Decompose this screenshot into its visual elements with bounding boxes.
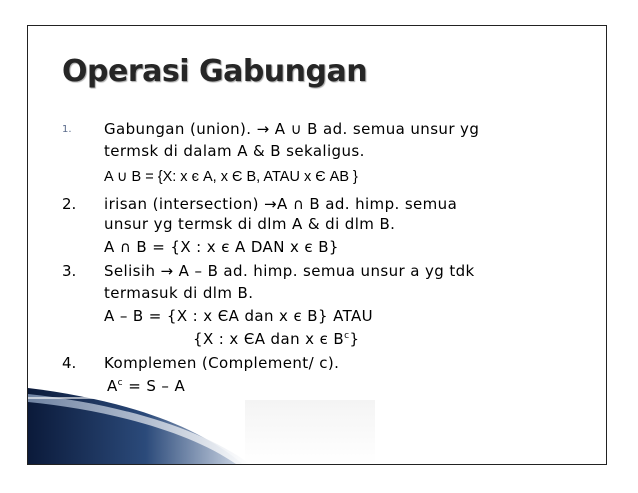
item-2-line-1: irisan (intersection) →A ∩ B ad. himp. semua (104, 195, 458, 213)
item-number-2: 2. (62, 195, 77, 213)
item-3-line-1: Selisih → A – B ad. himp. semua unsur a yg tdk (104, 262, 475, 280)
item-4-line-2-superscript: c (117, 378, 124, 388)
item-3-line-4-text: {X : x ЄA dan x є B (193, 330, 345, 348)
slide-title: Operasi Gabungan (62, 54, 368, 89)
item-number-1: 1. (62, 124, 72, 135)
item-3-line-3: A – B = {X : x ЄA dan x є B} ATAU (104, 307, 374, 325)
item-1-line-2: termsk di dalam A & B sekaligus. (104, 142, 365, 160)
item-number-3: 3. (62, 262, 77, 280)
swoosh-highlight (28, 397, 243, 399)
item-2-line-3: A ∩ B = {X : x є A DAN x є B} (104, 238, 339, 256)
item-3-line-2: termasuk di dlm B. (104, 284, 254, 302)
item-number-4: 4. (62, 354, 77, 372)
item-4-line-2-text: A (107, 377, 118, 395)
item-1-line-3: A ∪ B = {X: x є A, x Є B, ATAU x Є AB } (104, 169, 358, 185)
swoosh-fade-block (245, 400, 375, 464)
item-3-line-4-superscript: c (344, 331, 350, 341)
item-4-line-1: Komplemen (Complement/ c). (104, 354, 340, 372)
item-1-line-1: Gabungan (union). → A ∪ B ad. semua unsur yg (104, 120, 480, 138)
item-3-line-4-end: } (349, 330, 360, 348)
item-4-line-2 (107, 377, 185, 395)
item-2-line-2: unsur yg termsk di dlm A & di dlm B. (104, 215, 396, 233)
item-3-line-4 (193, 330, 359, 348)
item-4-line-2-end: = S – A (123, 377, 186, 395)
